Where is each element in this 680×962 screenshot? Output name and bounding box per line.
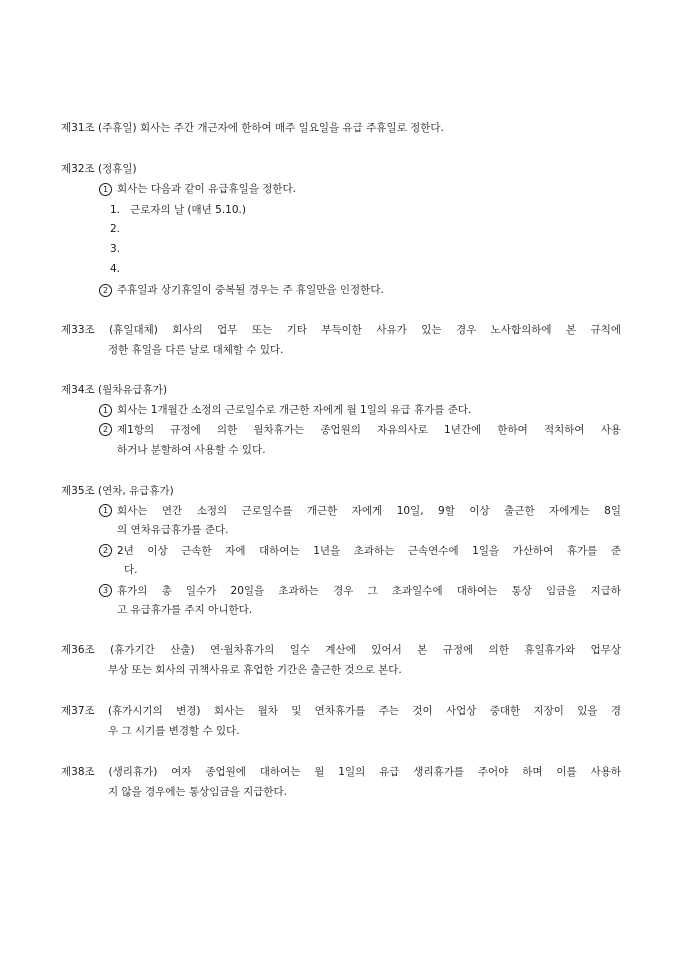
article-32-heading: 제32조 (정휴일) — [61, 163, 137, 175]
article-32-item-2: 2 주휴일과 상기휴일이 중복될 경우는 주 휴일만을 인정한다. — [99, 283, 384, 297]
article-33-line-1: 제33조 (휴일대체) 회사의 업무 또는 기타 부득이한 사유가 있는 경우 노사합의하에 본 규칙에 — [61, 324, 621, 336]
circled-number: 1 — [99, 183, 112, 196]
holiday-list-item: 2. — [110, 223, 121, 235]
article-37-line-1: 제37조 (휴가시기의 변경) 회사는 월차 및 연차휴가를 주는 것이 사업상 중대한 지장이 있을 경 — [61, 705, 621, 717]
article-35-item-2-cont: 다. — [124, 564, 138, 576]
holiday-list-item: 1. 근로자의 날 (매년 5.10.) — [110, 204, 246, 216]
article-36-line-2: 부상 또는 회사의 귀책사유로 휴업한 기간은 출근한 것으로 본다. — [108, 664, 402, 676]
article-35-item-3-cont: 고 유급휴가를 주지 아니한다. — [117, 604, 253, 616]
article-32-item-1: 1 회사는 다음과 같이 유급휴일을 정한다. — [99, 182, 296, 196]
article-36-line-1: 제36조 (휴가기간 산출) 연·월차휴가의 일수 계산에 있어서 본 규정에 의한 휴일휴가와 업무상 — [61, 644, 621, 656]
article-35-item-1-cont: 의 연차유급휴가를 준다. — [117, 524, 229, 536]
holiday-list-item: 4. — [110, 263, 121, 275]
article-35-item-3: 3 휴가의 총 일수가 20일을 초과하는 경우 그 초과일수에 대하여는 통상 임금을 지급하 — [99, 584, 621, 598]
article-34-item-2: 2 제1항의 규정에 의한 월차휴가는 종업원의 자유의사로 1년간에 한하여 적치하여 사용 — [99, 423, 621, 437]
article-34-heading: 제34조 (월차유급휴가) — [61, 384, 168, 396]
article-35-heading: 제35조 (연차, 유급휴가) — [61, 485, 174, 497]
circled-number: 2 — [99, 544, 112, 557]
circled-number: 2 — [99, 284, 112, 297]
holiday-list-item: 3. — [110, 243, 121, 255]
article-37-line-2: 우 그 시기를 변경할 수 있다. — [108, 725, 240, 737]
article-33-line-2: 정한 휴일을 다른 날로 대체할 수 있다. — [108, 344, 284, 356]
circled-number: 3 — [99, 584, 112, 597]
article-38-line-2: 지 않을 경우에는 통상임금을 지급한다. — [108, 786, 287, 798]
article-38-line-1: 제38조 (생리휴가) 여자 종업원에 대하여는 월 1일의 유급 생리휴가를 주어야 하며 이를 사용하 — [61, 766, 621, 778]
circled-number: 2 — [99, 423, 112, 436]
article-35-item-2: 2 2년 이상 근속한 자에 대하여는 1년을 초과하는 근속연수에 1일을 가산하여 휴가를 준 — [99, 544, 621, 558]
circled-number: 1 — [99, 504, 112, 517]
article-35-item-1: 1 회사는 연간 소정의 근로일수를 개근한 자에게 10일, 9할 이상 출근한 자에게는 8일 — [99, 504, 621, 518]
circled-number: 1 — [99, 404, 112, 417]
article-31: 제31조 (주휴일) 회사는 주간 개근자에 한하여 매주 일요일을 유급 주휴일로 정한다. — [61, 122, 444, 134]
article-34-item-1: 1 회사는 1개월간 소정의 근로일수로 개근한 자에게 월 1일의 유급 휴가를 준다. — [99, 403, 471, 417]
article-34-item-2-cont: 하거나 분할하여 사용할 수 있다. — [117, 444, 266, 456]
